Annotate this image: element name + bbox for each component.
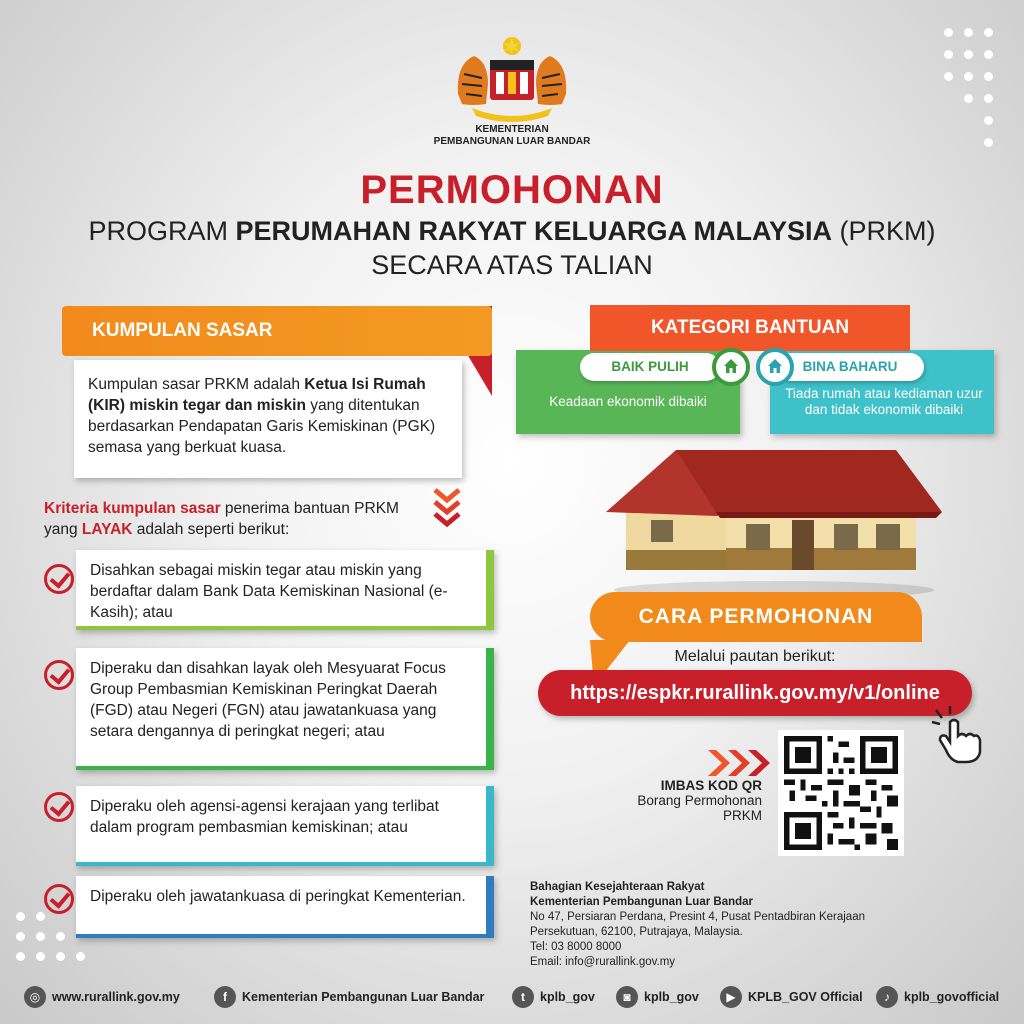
kumpulan-intro-card [74,360,462,478]
kumpulan-sasar-heading: KUMPULAN SASAR [92,320,273,341]
kriteria-item: Diperaku oleh agensi-agensi kerajaan yang terlibat dalam program pembasmian kemiskinan; atau [76,786,494,866]
kategori-banner [590,305,910,351]
kriteria-1: penerima bantuan PRKM yang [44,500,399,538]
kriteria-item: Diperaku oleh jawatankuasa di peringkat Kementerian. [76,876,494,938]
footer-youtube[interactable]: KPLB_GOV Official [748,990,863,1004]
contact-address-1: No 47, Persiaran Perdana, Presint 4, Pusat Pentadbiran Kerajaan [530,911,865,923]
footer-youtube-link[interactable] [720,986,863,1008]
kriteria-text [44,498,434,540]
footer-twitter[interactable]: kplb_gov [540,990,595,1004]
kriteria-red: Kriteria kumpulan sasar [44,500,221,517]
facebook-icon: f [214,986,236,1008]
imbas-heading: IMBAS KOD QR [660,778,762,793]
footer-tiktok[interactable]: kplb_govofficial [904,990,1000,1004]
footer [0,978,1024,1018]
baik-pulih-desc: Keadaan ekonomik dibaiki [549,394,707,409]
house-icon [756,348,794,386]
imbas-line3: PRKM [722,808,762,823]
qr-code-pattern [784,736,898,850]
qr-code[interactable] [778,730,904,856]
dots-decoration-top-right [940,28,1000,168]
imbas-qr-text [586,778,762,823]
subtitle-bold: PERUMAHAN RAKYAT KELUARGA MALAYSIA [235,216,833,246]
subtitle-post: (PRKM) [832,216,936,246]
house-icon [712,348,750,386]
subtitle-pre: PROGRAM [88,216,236,246]
bina-baharu-label: BINA BAHARU [776,353,924,381]
arrow-right-icon [706,748,770,778]
kriteria-layak: LAYAK [81,521,133,538]
kriteria-item: Disahkan sebagai miskin tegar atau miskin yang berdaftar dalam Bank Data Kemiskinan Nasional (e-Kasih); atau [76,550,494,630]
contact-ministry: Kementerian Pembangunan Luar Bandar [530,896,754,908]
contact-info [530,880,970,970]
ministry-line1: KEMENTERIAN [475,124,549,135]
page-subtitle-line2: SECARA ATAS TALIAN [371,250,653,280]
crest-logo [452,34,572,124]
bina-baharu-desc: Tiada rumah atau kediaman uzur dan tidak ekonomik dibaiki [785,386,983,417]
kumpulan-sasar-banner [62,306,492,356]
tiktok-icon: ♪ [876,986,898,1008]
check-icon [44,884,74,914]
application-url[interactable]: https://espkr.rurallink.gov.my/v1/online [570,682,940,704]
footer-web[interactable]: www.rurallink.gov.my [52,990,180,1004]
check-icon [44,792,74,822]
footer-facebook-link[interactable] [214,986,484,1008]
kategori-heading: KATEGORI BANTUAN [650,317,850,338]
melalui-text: Melalui pautan berikut: [674,648,836,665]
footer-instagram-link[interactable] [616,986,699,1008]
cara-permohonan-banner [590,592,922,642]
ministry-name [412,124,612,148]
application-url-button[interactable] [538,670,972,716]
house-illustration [606,420,942,600]
instagram-icon: ◙ [616,986,638,1008]
check-icon [44,660,74,690]
chevron-down-icon [432,488,462,532]
footer-instagram[interactable]: kplb_gov [644,990,699,1004]
contact-email[interactable]: Email: info@rurallink.gov.my [530,956,676,968]
check-icon [44,564,74,594]
imbas-line2: Borang Permohonan [637,793,762,808]
hand-pointer-icon [930,704,982,764]
baik-pulih-label: BAIK PULIH [580,353,720,381]
globe-icon: ◎ [24,986,46,1008]
intro-text-2: yang ditentukan berdasarkan Pendapatan Garis Kemiskinan (PGK) semasa yang berkuat kuasa. [88,397,436,456]
contact-dept: Bahagian Kesejahteraan Rakyat [530,881,705,893]
contact-address-2: Persekutuan, 62100, Putrajaya, Malaysia. [530,926,743,938]
ministry-line2: PEMBANGUNAN LUAR BANDAR [433,136,591,147]
contact-phone: Tel: 03 8000 8000 [530,941,622,953]
cara-heading: CARA PERMOHONAN [638,605,874,628]
intro-text-bold: Ketua Isi Rumah (KIR) miskin tegar dan miskin [88,376,426,414]
intro-text-1: Kumpulan sasar PRKM adalah [88,376,305,393]
footer-tiktok-link[interactable] [876,986,999,1008]
footer-twitter-link[interactable] [512,986,595,1008]
page-subtitle [0,216,1024,247]
kriteria-2: adalah seperti berikut: [132,521,290,538]
footer-facebook[interactable]: Kementerian Pembangunan Luar Bandar [242,990,485,1004]
kriteria-item: Diperaku dan disahkan layak oleh Mesyuarat Focus Group Pembasmian Kemiskinan Peringkat Daerah (FGD) atau Negeri (FGN) atau jawatankuasa yang setara dengannya di peringkat negeri; atau [76,648,494,770]
footer-web-link[interactable] [24,986,180,1008]
twitter-icon: t [512,986,534,1008]
page-title: PERMOHONAN [360,168,664,212]
youtube-icon: ▶ [720,986,742,1008]
